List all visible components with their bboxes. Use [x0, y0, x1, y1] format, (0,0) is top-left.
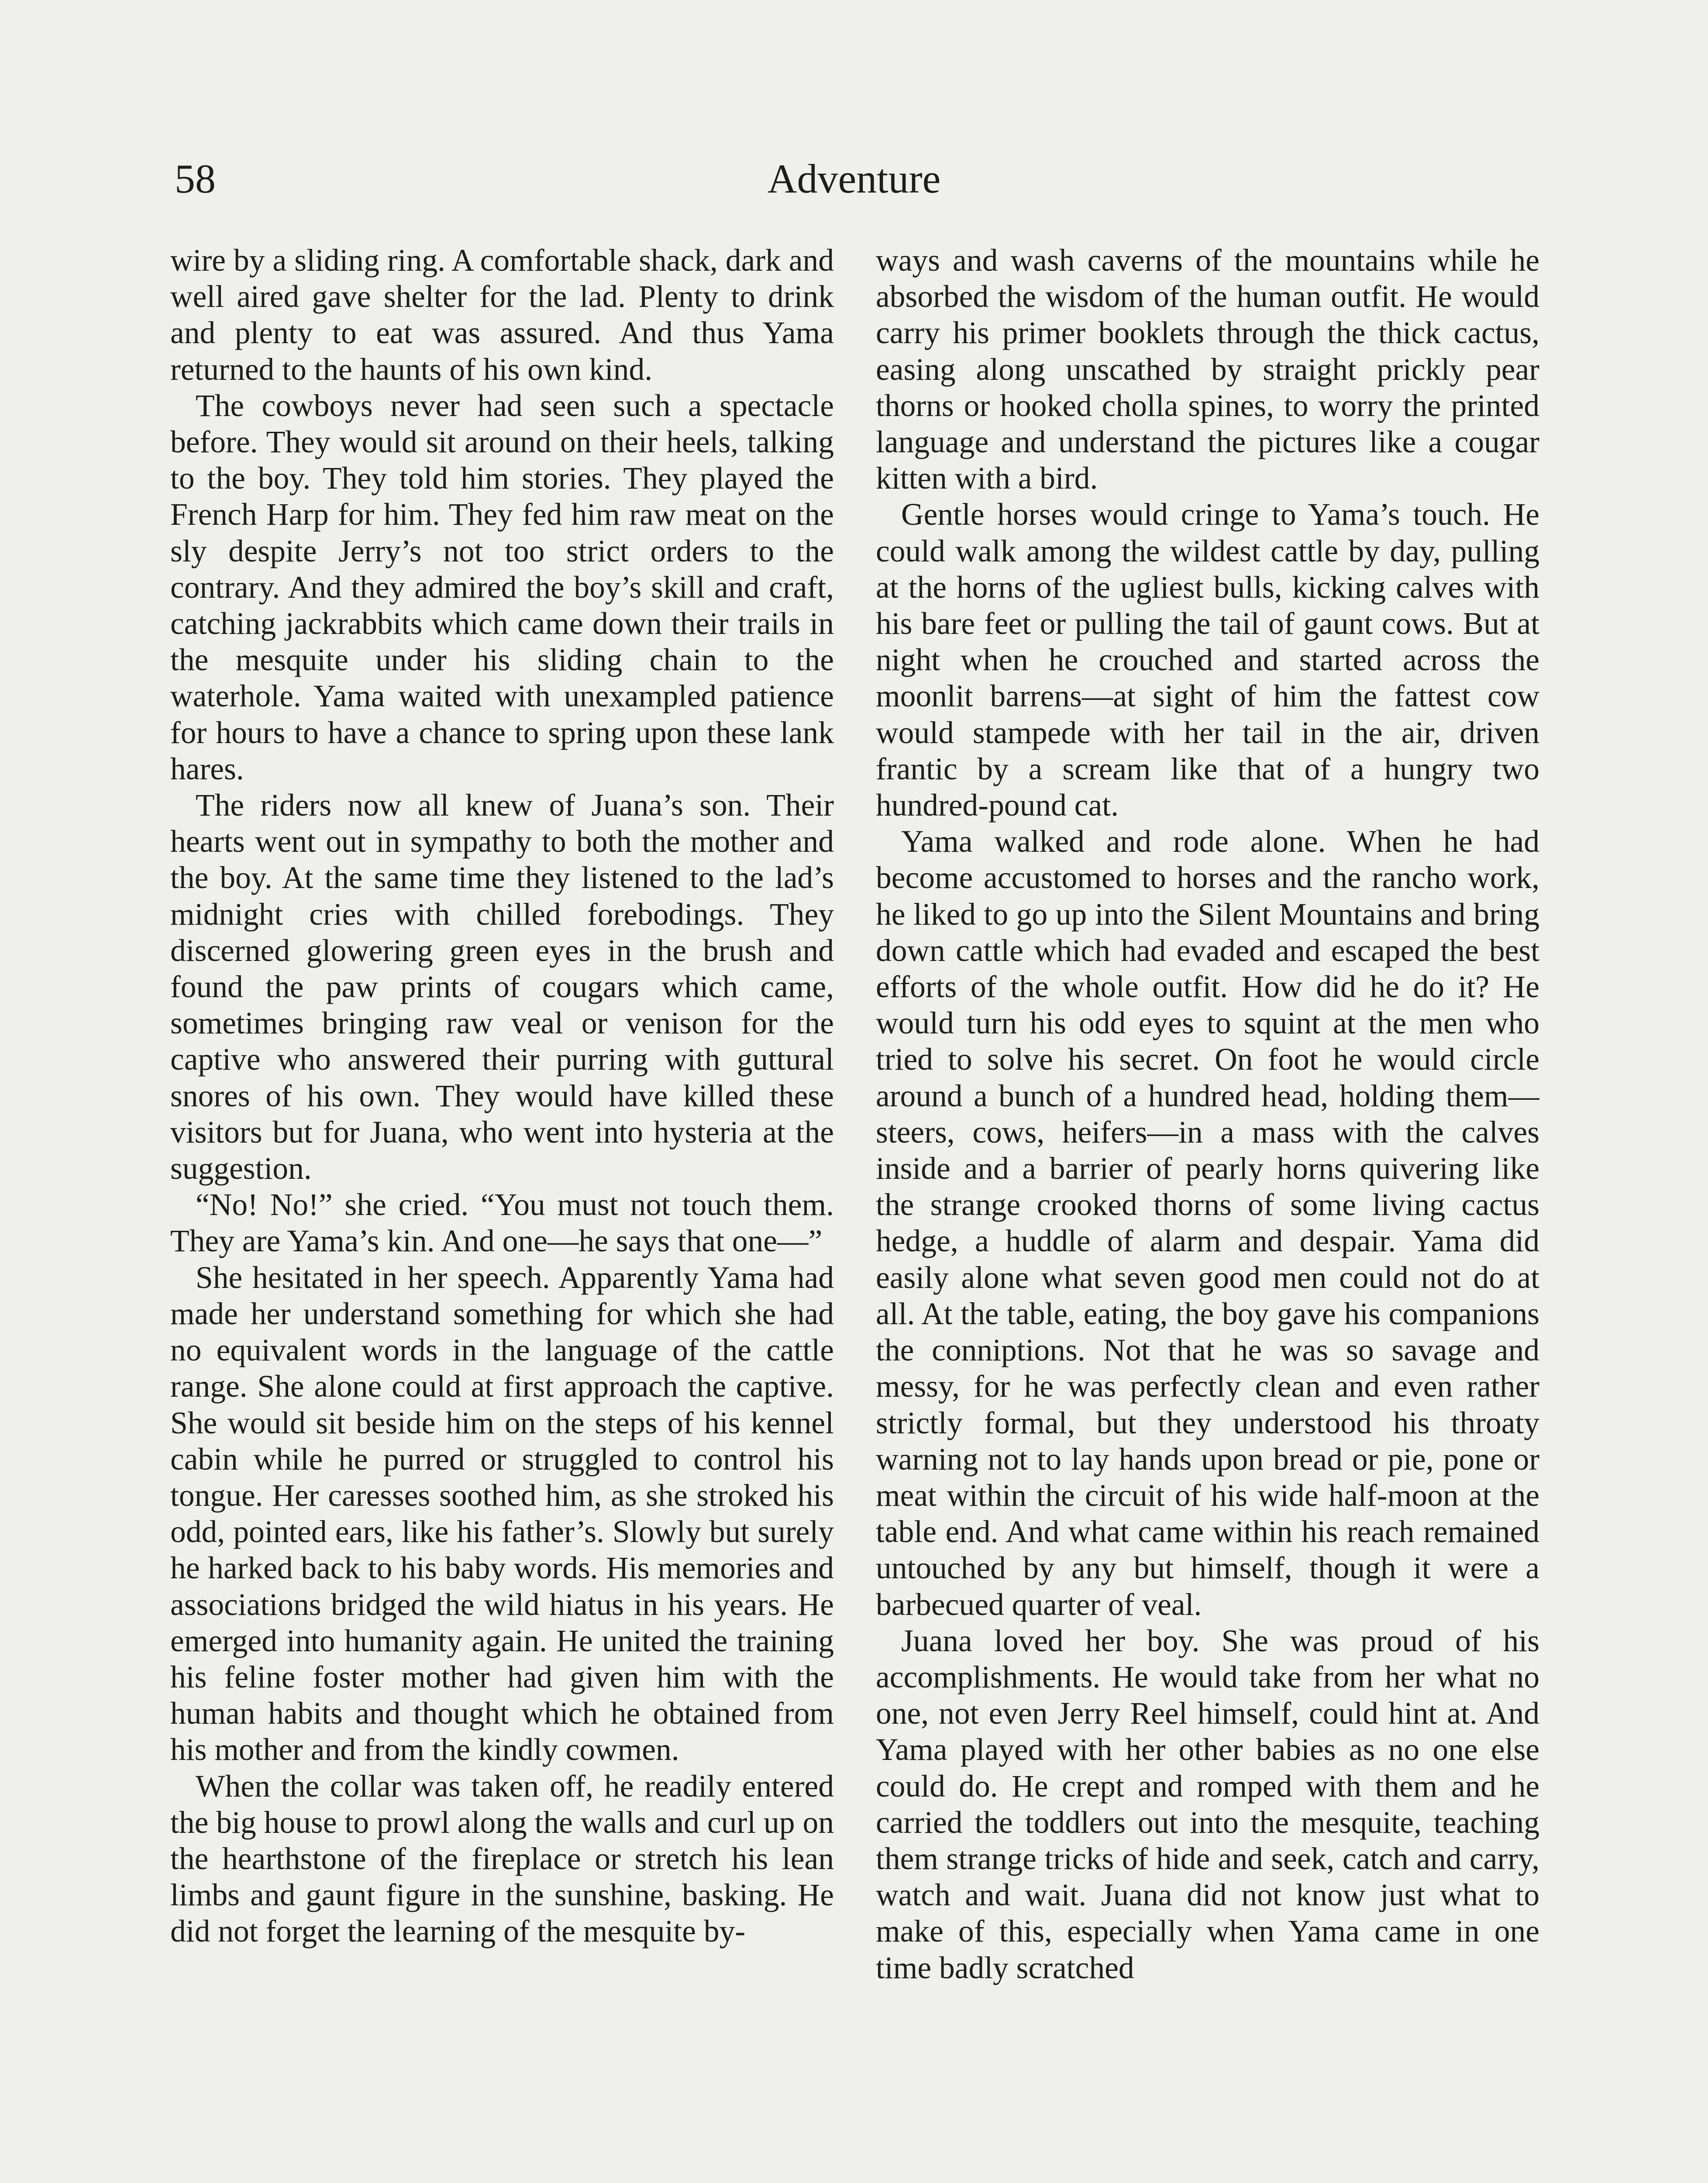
right-paragraph-2: Gentle horses would cringe to Yama’s touch. He could walk among the wildest cattle by day, pulling at the horns of the ugliest bulls, kicking calves with his bare feet or pulling the tail of gaunt cows. But at night when he crouched and started across the moonlit barrens—at sight of him the fattest cow would stampede with her tail in the air, driven frantic by a scream like that of a hungry two hundred-pound cat. — [876, 497, 1539, 823]
page-number: 58 — [175, 156, 216, 202]
page-header — [175, 155, 1533, 212]
left-paragraph-1: wire by a sliding ring. A comfortable shack, dark and well aired gave shelter for the lad. Plenty to drink and plenty to eat was assured. And thus Yama returned to the haunts of his own kind. — [170, 243, 834, 387]
running-title: Adventure — [767, 156, 941, 202]
right-column — [876, 242, 1539, 2183]
right-paragraph-3: Yama walked and rode alone. When he had become accustomed to horses and the rancho work, he liked to go up into the Silent Mountains and bring down cattle which had evaded and escaped the best efforts of the whole outfit. How did he do it? He would turn his odd eyes to squint at the men who tried to solve his secret. On foot he would circle around a bunch of a hundred head, holding them—steers, cows, heifers—in a mass with the calves inside and a barrier of pearly horns quivering like the strange crooked thorns of some living cactus hedge, a huddle of alarm and despair. Yama did easily alone what seven good men could not do at all. At the table, eating, the boy gave his companions the conniptions. Not that he was so savage and messy, for he was perfectly clean and even rather strictly formal, but they understood his throaty warning not to lay hands upon bread or pie, pone or meat within the circuit of his wide half-moon at the table end. And what came within his reach remained untouched by any but himself, though it were a barbecued quarter of veal. — [876, 824, 1539, 1622]
left-paragraph-3: The riders now all knew of Juana’s son. Their hearts went out in sympathy to both the mother and the boy. At the same time they listened to the lad’s midnight cries with chilled forebodings. They discerned glowering green eyes in the brush and found the paw prints of cougars which came, sometimes bringing raw veal or venison for the captive who answered their purring with guttural snores of his own. They would have killed these visitors but for Juana, who went into hysteria at the suggestion. — [170, 788, 834, 1186]
left-paragraph-4: “No! No!” she cried. “You must not touch them. They are Yama’s kin. And one—he says that one—” — [170, 1188, 834, 1259]
left-paragraph-5: She hesitated in her speech. Apparently Yama had made her understand something for which she had no equivalent words in the language of the cattle range. She alone could at first approach the captive. She would sit beside him on the steps of his kennel cabin while he purred or struggled to control his tongue. Her caresses soothed him, as she stroked his odd, pointed ears, like his father’s. Slowly but surely he harked back to his baby words. His memories and associations bridged the wild hiatus in his years. He emerged into humanity again. He united the training his feline foster mother had given him with the human habits and thought which he obtained from his mother and from the kindly cowmen. — [170, 1260, 834, 1767]
left-paragraph-6: When the collar was taken off, he readily entered the big house to prowl along the walls and curl up on the hearthstone of the fireplace or stretch his lean limbs and gaunt figure in the sunshine, basking. He did not forget the learning of the mesquite by- — [170, 1769, 834, 1949]
right-paragraph-1: ways and wash caverns of the mountains while he absorbed the wisdom of the human outfit. He would carry his primer booklets through the thick cactus, easing along unscathed by straight prickly pear thorns or hooked cholla spines, to worry the printed language and understand the pictures like a cougar kitten with a bird. — [876, 243, 1539, 496]
left-paragraph-2: The cowboys never had seen such a spectacle before. They would sit around on their heels, talking to the boy. They told him stories. They played the French Harp for him. They fed him raw meat on the sly despite Jerry’s not too strict orders to the contrary. And they admired the boy’s skill and craft, catching jackrabbits which came down their trails in the mesquite under his sliding chain to the waterhole. Yama waited with unexampled patience for hours to have a chance to spring upon these lank hares. — [170, 388, 834, 786]
right-paragraph-4: Juana loved her boy. She was proud of his accomplishments. He would take from her what no one, not even Jerry Reel himself, could hint at. And Yama played with her other babies as no one else could do. He crept and romped with them and he carried the toddlers out into the mesquite, teaching them strange tricks of hide and seek, catch and carry, watch and wait. Juana did not know just what to make of this, especially when Yama came in one time badly scratched — [876, 1623, 1539, 1985]
left-column — [170, 242, 834, 2183]
